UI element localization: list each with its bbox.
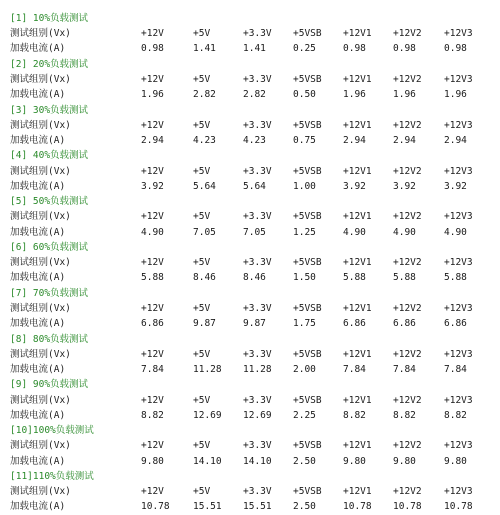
section-heading-row [10,240,496,255]
section-heading-row [10,286,496,301]
voltage-rail: +12V1 [343,486,372,498]
current-value: 6.86 [393,318,416,330]
current-value: 2.94 [141,134,164,146]
group-label: 测试组别(Vx) [10,28,71,40]
voltage-rail: +12V1 [343,211,372,223]
current-label: 加载电流(A) [10,272,66,284]
voltage-rail: +5VSB [293,73,322,85]
section-heading-row [10,103,496,118]
current-label: 加载电流(A) [10,226,66,238]
current-value: 3.92 [141,180,164,192]
voltage-group-row [10,118,496,133]
load-test-table [10,11,496,515]
current-value: 1.41 [243,43,266,55]
voltage-rail: +12V2 [393,257,422,269]
load-test-section [10,286,496,332]
current-value: 0.50 [293,89,316,101]
voltage-rail: +12V [141,348,164,360]
voltage-rail: +5VSB [293,348,322,360]
current-value: 2.50 [293,455,316,467]
load-current-row [10,408,496,423]
load-test-section [10,57,496,103]
voltage-rail: +12V2 [393,28,422,40]
voltage-rail: +5V [193,486,211,498]
voltage-rail: +5VSB [293,119,322,131]
voltage-rail: +5V [193,348,211,360]
current-value: 9.80 [141,455,164,467]
voltage-group-row [10,209,496,224]
voltage-rail: +12V1 [343,73,372,85]
current-value: 2.82 [193,89,216,101]
current-value: 6.86 [141,318,164,330]
voltage-rail: +5V [193,73,211,85]
current-value: 1.50 [293,272,316,284]
current-value: 5.64 [243,180,266,192]
load-test-section [10,423,496,469]
voltage-rail: +5VSB [293,211,322,223]
voltage-rail: +5V [193,165,211,177]
voltage-group-row [10,255,496,270]
current-value: 8.46 [243,272,266,284]
voltage-rail: +12V2 [393,440,422,452]
load-current-row [10,316,496,331]
load-test-section [10,148,496,194]
voltage-rail: +5V [193,440,211,452]
load-test-section [10,103,496,149]
voltage-rail: +3.3V [243,440,272,452]
current-value: 7.84 [343,363,366,375]
voltage-rail: +12V1 [343,394,372,406]
voltage-rail: +3.3V [243,486,272,498]
section-heading-row [10,11,496,26]
voltage-rail: +5V [193,211,211,223]
current-label: 加载电流(A) [10,180,66,192]
voltage-rail: +3.3V [243,73,272,85]
current-value: 2.94 [444,134,467,146]
group-label: 测试组别(Vx) [10,486,71,498]
voltage-rail: +3.3V [243,257,272,269]
section-heading: [8] 80%负载测试 [10,333,89,345]
current-value: 10.78 [141,501,170,513]
group-label: 测试组别(Vx) [10,394,71,406]
current-value: 8.82 [393,409,416,421]
voltage-rail: +12V3 [444,440,473,452]
section-heading-row [10,469,496,484]
current-value: 10.78 [393,501,422,513]
voltage-rail: +12V1 [343,28,372,40]
voltage-rail: +12V1 [343,165,372,177]
current-value: 4.90 [343,226,366,238]
voltage-rail: +12V2 [393,73,422,85]
voltage-rail: +12V3 [444,302,473,314]
current-label: 加载电流(A) [10,455,66,467]
current-value: 4.90 [444,226,467,238]
section-heading: [6] 60%负载测试 [10,241,89,253]
voltage-rail: +12V [141,73,164,85]
current-value: 12.69 [243,409,272,421]
section-heading-row [10,57,496,72]
voltage-rail: +5VSB [293,394,322,406]
section-heading-row [10,332,496,347]
current-value: 5.88 [393,272,416,284]
current-value: 0.98 [141,43,164,55]
current-value: 8.82 [141,409,164,421]
voltage-rail: +3.3V [243,211,272,223]
voltage-rail: +5VSB [293,440,322,452]
current-value: 0.98 [343,43,366,55]
voltage-rail: +12V2 [393,165,422,177]
section-heading: [7] 70%负载测试 [10,287,89,299]
current-value: 2.94 [393,134,416,146]
current-value: 11.28 [243,363,272,375]
load-test-section [10,332,496,378]
current-value: 1.25 [293,226,316,238]
voltage-rail: +12V [141,211,164,223]
current-value: 5.88 [343,272,366,284]
voltage-rail: +12V [141,486,164,498]
voltage-rail: +12V3 [444,211,473,223]
current-label: 加载电流(A) [10,501,66,513]
current-value: 4.90 [393,226,416,238]
current-value: 3.92 [444,180,467,192]
current-value: 8.46 [193,272,216,284]
voltage-group-row [10,72,496,87]
load-current-row [10,133,496,148]
current-value: 8.82 [343,409,366,421]
current-value: 2.25 [293,409,316,421]
group-label: 测试组别(Vx) [10,257,71,269]
voltage-rail: +12V2 [393,211,422,223]
current-value: 15.51 [243,501,272,513]
voltage-rail: +12V3 [444,73,473,85]
load-current-row [10,225,496,240]
section-heading: [5] 50%负载测试 [10,196,89,208]
section-heading: [4] 40%负载测试 [10,150,89,162]
current-value: 9.87 [193,318,216,330]
section-heading-row [10,423,496,438]
current-value: 2.82 [243,89,266,101]
voltage-group-row [10,164,496,179]
group-label: 测试组别(Vx) [10,165,71,177]
current-value: 7.05 [243,226,266,238]
current-value: 0.98 [393,43,416,55]
voltage-group-row [10,393,496,408]
voltage-rail: +12V1 [343,440,372,452]
voltage-rail: +5VSB [293,257,322,269]
current-value: 9.80 [444,455,467,467]
current-label: 加载电流(A) [10,134,66,146]
current-value: 1.96 [343,89,366,101]
voltage-rail: +5VSB [293,486,322,498]
voltage-rail: +12V3 [444,348,473,360]
current-value: 2.94 [343,134,366,146]
voltage-rail: +12V2 [393,302,422,314]
section-heading: [10]100%负载测试 [10,425,94,437]
voltage-rail: +3.3V [243,348,272,360]
voltage-rail: +12V1 [343,348,372,360]
section-heading: [3] 30%负载测试 [10,104,89,116]
voltage-rail: +3.3V [243,302,272,314]
group-label: 测试组别(Vx) [10,73,71,85]
voltage-rail: +12V [141,119,164,131]
load-current-row [10,362,496,377]
section-heading: [2] 20%负载测试 [10,58,89,70]
section-heading: [11]110%负载测试 [10,470,94,482]
current-value: 12.69 [193,409,222,421]
load-test-section [10,240,496,286]
current-value: 15.51 [193,501,222,513]
load-current-row [10,179,496,194]
voltage-rail: +12V2 [393,394,422,406]
current-value: 1.96 [444,89,467,101]
group-label: 测试组别(Vx) [10,348,71,360]
load-test-section [10,194,496,240]
voltage-rail: +12V [141,302,164,314]
current-value: 2.50 [293,501,316,513]
load-current-row [10,454,496,469]
voltage-rail: +12V3 [444,257,473,269]
voltage-rail: +12V3 [444,119,473,131]
voltage-rail: +5VSB [293,302,322,314]
group-label: 测试组别(Vx) [10,302,71,314]
current-value: 6.86 [444,318,467,330]
current-value: 0.98 [444,43,467,55]
current-value: 5.88 [141,272,164,284]
current-value: 1.96 [141,89,164,101]
current-value: 2.00 [293,363,316,375]
current-value: 0.75 [293,134,316,146]
current-value: 9.87 [243,318,266,330]
current-value: 4.23 [243,134,266,146]
current-value: 6.86 [343,318,366,330]
current-value: 3.92 [393,180,416,192]
group-label: 测试组别(Vx) [10,119,71,131]
voltage-rail: +12V3 [444,28,473,40]
voltage-rail: +3.3V [243,119,272,131]
voltage-rail: +3.3V [243,28,272,40]
voltage-rail: +5VSB [293,28,322,40]
current-value: 8.82 [444,409,467,421]
current-label: 加载电流(A) [10,89,66,101]
group-label: 测试组别(Vx) [10,440,71,452]
voltage-rail: +3.3V [243,165,272,177]
voltage-group-row [10,438,496,453]
load-test-section [10,11,496,57]
voltage-rail: +12V1 [343,302,372,314]
voltage-rail: +12V1 [343,119,372,131]
current-value: 1.00 [293,180,316,192]
voltage-rail: +12V3 [444,165,473,177]
voltage-rail: +5VSB [293,165,322,177]
current-value: 7.05 [193,226,216,238]
current-value: 7.84 [444,363,467,375]
current-value: 10.78 [444,501,473,513]
voltage-rail: +12V2 [393,486,422,498]
voltage-rail: +5V [193,257,211,269]
voltage-rail: +12V [141,257,164,269]
current-value: 9.80 [343,455,366,467]
voltage-rail: +5V [193,394,211,406]
current-value: 3.92 [343,180,366,192]
current-value: 7.84 [393,363,416,375]
current-value: 1.96 [393,89,416,101]
current-value: 7.84 [141,363,164,375]
voltage-rail: +5V [193,302,211,314]
voltage-rail: +12V3 [444,394,473,406]
current-value: 4.23 [193,134,216,146]
section-heading-row [10,194,496,209]
voltage-rail: +12V [141,28,164,40]
load-current-row [10,499,496,514]
section-heading-row [10,377,496,392]
voltage-group-row [10,347,496,362]
current-value: 0.25 [293,43,316,55]
load-current-row [10,87,496,102]
current-label: 加载电流(A) [10,318,66,330]
current-value: 10.78 [343,501,372,513]
load-current-row [10,41,496,56]
voltage-rail: +12V3 [444,486,473,498]
current-value: 1.75 [293,318,316,330]
voltage-group-row [10,484,496,499]
load-current-row [10,270,496,285]
voltage-rail: +12V2 [393,119,422,131]
voltage-rail: +12V [141,394,164,406]
voltage-rail: +5V [193,119,211,131]
current-value: 14.10 [193,455,222,467]
load-test-section [10,469,496,515]
voltage-rail: +5V [193,28,211,40]
current-value: 1.41 [193,43,216,55]
voltage-rail: +12V [141,440,164,452]
current-value: 9.80 [393,455,416,467]
voltage-rail: +12V2 [393,348,422,360]
voltage-rail: +12V1 [343,257,372,269]
section-heading: [9] 90%负载测试 [10,379,89,391]
voltage-group-row [10,26,496,41]
current-value: 5.88 [444,272,467,284]
current-value: 11.28 [193,363,222,375]
current-label: 加载电流(A) [10,363,66,375]
current-value: 4.90 [141,226,164,238]
current-value: 5.64 [193,180,216,192]
load-test-section [10,377,496,423]
current-label: 加载电流(A) [10,43,66,55]
voltage-rail: +12V [141,165,164,177]
section-heading-row [10,148,496,163]
group-label: 测试组别(Vx) [10,211,71,223]
voltage-group-row [10,301,496,316]
voltage-rail: +3.3V [243,394,272,406]
current-value: 14.10 [243,455,272,467]
section-heading: [1] 10%负载测试 [10,13,89,24]
current-label: 加载电流(A) [10,409,66,421]
